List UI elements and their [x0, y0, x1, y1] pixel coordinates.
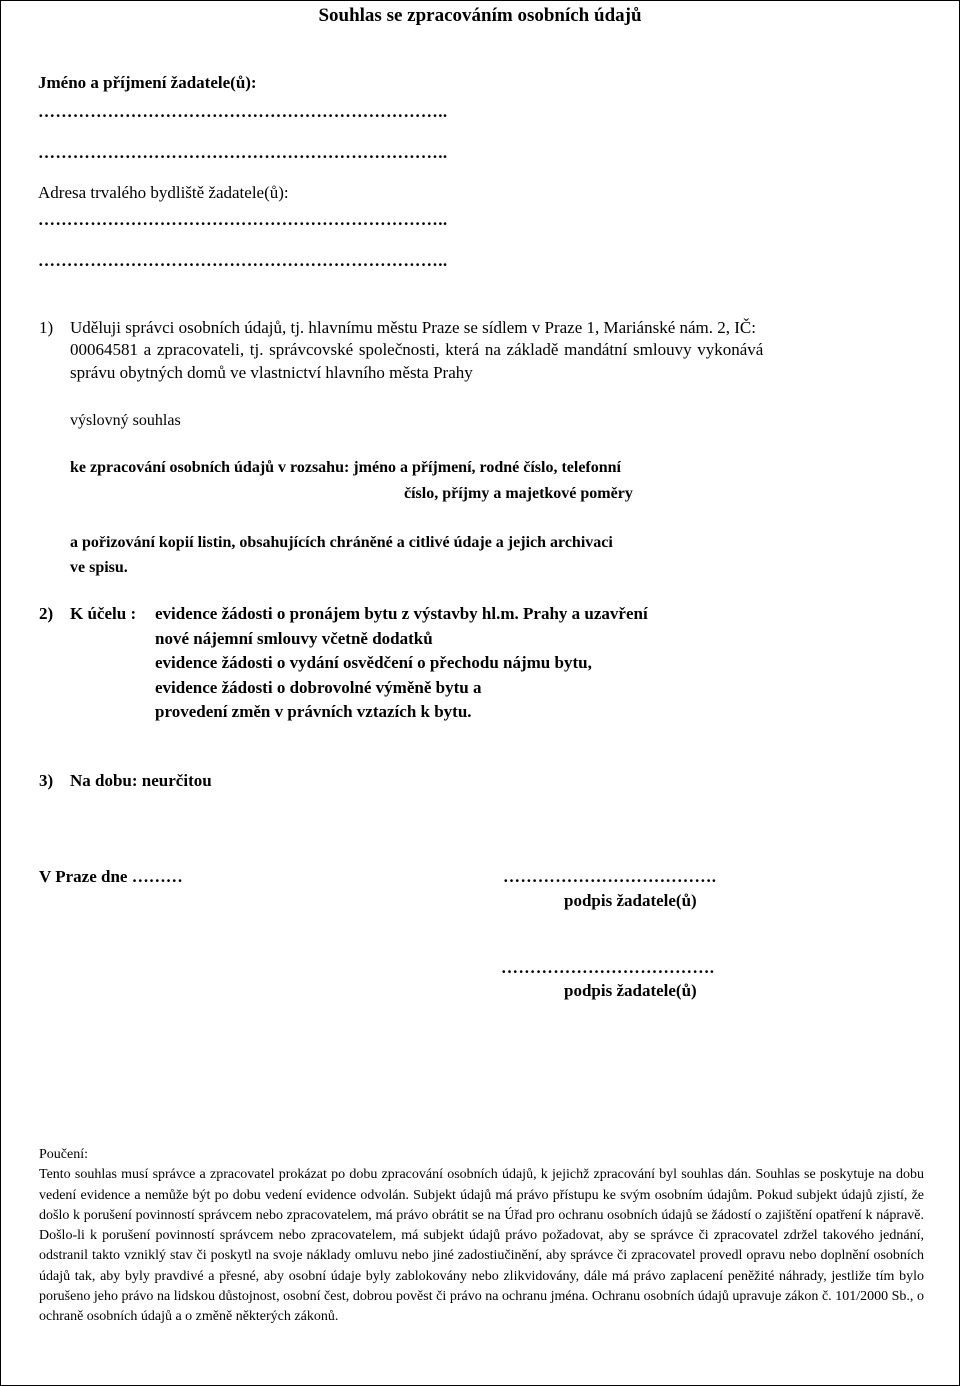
signature-label-2: podpis žadatele(ů)	[564, 981, 697, 1000]
section-1-line-3: správu obytných domů ve vlastnictví hlavního města Prahy	[70, 363, 473, 382]
address-input-line-1[interactable]: ……………………………………………………………..	[38, 210, 448, 229]
signature-line-2[interactable]: ……………………………….	[501, 958, 715, 977]
place-date-field[interactable]: V Praze dne ………	[39, 867, 183, 886]
name-input-line-2[interactable]: ……………………………………………………………..	[38, 143, 448, 162]
scope-line-2: číslo, příjmy a majetkové poměry	[404, 485, 633, 502]
copies-line-2: ve spisu.	[70, 559, 128, 576]
signature-line-1[interactable]: ……………………………….	[503, 867, 717, 886]
notice-heading: Poučení:	[39, 1147, 88, 1162]
section-1-line-2: 00064581 a zpracovateli, tj. správcovské společnosti, která na základě mandátní smlouvy vykonává	[70, 340, 764, 359]
section-1-line-1: Uděluji správci osobních údajů, tj. hlavnímu městu Praze se sídlem v Praze 1, Mariánské nám. 2, IČ:	[70, 318, 756, 337]
address-input-line-2[interactable]: ……………………………………………………………..	[38, 251, 448, 270]
page-title: Souhlas se zpracováním osobních údajů	[318, 5, 642, 26]
purpose-line-3: evidence žádosti o vydání osvědčení o přechodu nájmu bytu,	[155, 653, 592, 672]
address-label: Adresa trvalého bydliště žadatele(ů):	[38, 183, 289, 202]
section-1-number: 1)	[39, 318, 54, 337]
scope-line-1: ke zpracování osobních údajů v rozsahu: jméno a příjmení, rodné číslo, telefonní	[70, 459, 621, 476]
notice-section	[39, 1145, 924, 1328]
copies-line-1: a pořizování kopií listin, obsahujících chráněné a citlivé údaje a jejich archivaci	[70, 534, 613, 551]
purpose-label: K účelu :	[70, 604, 137, 623]
section-2-number: 2)	[39, 604, 54, 623]
name-label: Jméno a příjmení žadatele(ů):	[38, 73, 257, 92]
purpose-line-4: evidence žádosti o dobrovolné výměně bytu a	[155, 678, 482, 697]
duration-text: Na dobu: neurčitou	[70, 771, 212, 790]
purpose-line-2: nové nájemní smlouvy včetně dodatků	[155, 629, 433, 648]
purpose-line-5: provedení změn v právních vztazích k bytu.	[155, 702, 472, 721]
section-3-number: 3)	[39, 771, 54, 790]
signature-label-1: podpis žadatele(ů)	[564, 891, 697, 910]
name-input-line-1[interactable]: ……………………………………………………………..	[38, 102, 448, 121]
notice-text: Tento souhlas musí správce a zpracovatel prokázat po dobu zpracování osobních údajů, k jejichž zpracování byl souhlas dán. Souhlas se poskytuje na dobu vedení evidence a nemůže být po dobu vedení evidence odvolán. Subjekt údajů má právo přístupu ke svým osobním údajům. Pokud subjekt údajů zjistí, že došlo k porušení povinností správcem nebo zpracovatelem, má právo obrátit se na Úřad pro ochranu osobních údajů se žádostí o zajištění opatření k nápravě. Došlo-li k porušení povinností správcem nebo zpracovatelem, má subjekt údajů právo požadovat, aby se správce či zpracovatel zdržel takového jednání, odstranil takto vzniklý stav či poskytl na svoje náklady omluvu nebo jiné zadostiučinění, aby správce či zpracovatel provedl opravu nebo doplnění osobních údajů tak, aby byly pravdivé a přesné, aby osobní údaje byly zablokovány nebo zlikvidovány, dále má právo zaplacení peněžité náhrady, jestliže tím bylo porušeno jeho právo na lidskou důstojnost, osobní čest, dobrou pověst či právo na ochranu jména. Ochranu osobních údajů upravuje zákon č. 101/2000 Sb., o ochraně osobních údajů a o změně některých zákonů.	[39, 1167, 924, 1325]
purpose-line-1: evidence žádosti o pronájem bytu z výstavby hl.m. Prahy a uzavření	[155, 604, 648, 623]
consent-statement: výslovný souhlas	[70, 412, 181, 429]
